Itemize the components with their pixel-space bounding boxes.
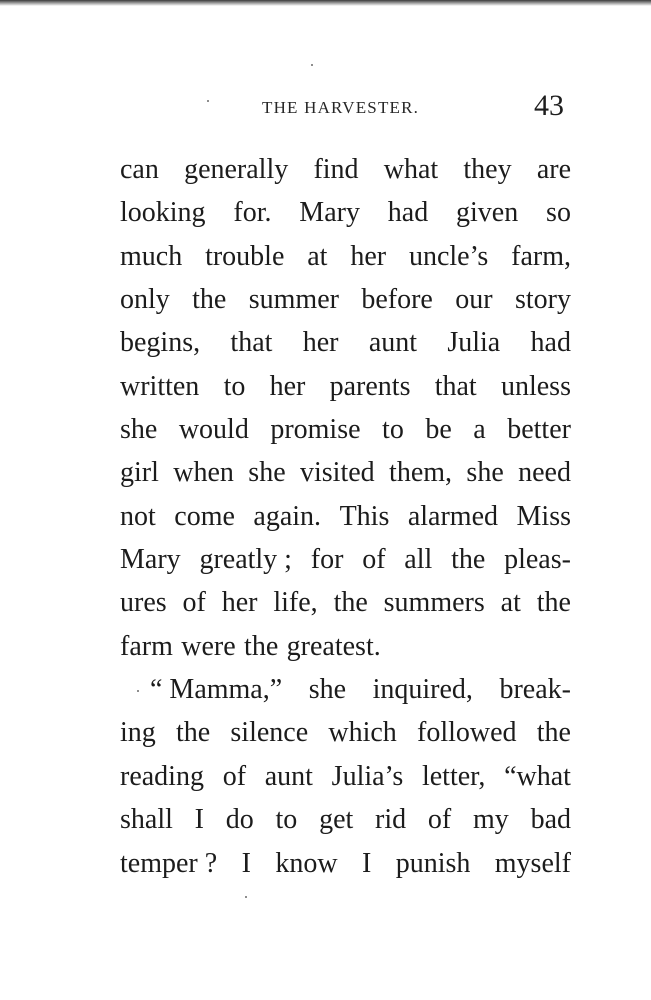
word: only	[120, 284, 170, 316]
word: at	[500, 587, 521, 619]
word: written	[120, 370, 200, 402]
word: inquired,	[372, 674, 473, 706]
word: Julia’s	[331, 760, 404, 792]
word: at	[307, 240, 328, 272]
word: do	[225, 804, 254, 836]
word: the	[451, 544, 486, 576]
word: aunt	[264, 760, 313, 792]
text-line	[120, 711, 571, 754]
word: ures	[120, 587, 167, 619]
word: all	[404, 544, 433, 576]
running-title: THE HARVESTER.	[262, 98, 420, 117]
word: again.	[253, 500, 322, 532]
word: Mary	[120, 544, 181, 576]
word: summers	[383, 587, 485, 619]
word: she	[466, 457, 504, 489]
word: be	[425, 414, 452, 446]
word: can	[120, 154, 159, 185]
word: find	[313, 154, 359, 185]
word: she	[120, 414, 158, 446]
text-line	[120, 495, 571, 538]
word: to	[382, 414, 404, 446]
word: rid	[375, 804, 407, 836]
word: need	[518, 457, 571, 489]
word: not	[120, 500, 156, 532]
print-speck	[137, 690, 139, 692]
word: are	[536, 154, 571, 185]
word: I	[361, 847, 372, 879]
word: of	[427, 804, 452, 836]
word: Julia	[447, 327, 501, 359]
text-line	[120, 321, 571, 364]
word: them,	[389, 457, 453, 489]
word: her	[221, 587, 258, 619]
word: she	[248, 457, 286, 489]
word: her	[350, 240, 387, 272]
word: my	[473, 804, 509, 836]
word: looking	[120, 197, 206, 229]
text-line	[120, 191, 571, 234]
word: story	[514, 284, 571, 316]
word: they	[463, 154, 512, 185]
word: of	[222, 760, 247, 792]
word: of	[362, 544, 386, 576]
word: the	[536, 717, 571, 749]
word: were	[181, 630, 236, 662]
word: This	[339, 500, 390, 532]
word: much	[120, 240, 183, 272]
word: temper ?	[120, 847, 218, 879]
word: farm,	[511, 240, 571, 272]
word: pleas-	[504, 544, 571, 576]
word: her	[302, 327, 339, 359]
word: visited	[300, 457, 375, 489]
word: letter,	[421, 760, 486, 792]
word: followed	[417, 717, 517, 749]
word: would	[178, 414, 249, 446]
page-header	[0, 0, 651, 130]
text-line	[120, 148, 571, 191]
text-line	[120, 538, 571, 581]
word: I	[241, 847, 251, 879]
word: farm	[120, 630, 173, 662]
text-line	[120, 451, 571, 494]
word: reading	[120, 760, 204, 792]
text-line	[120, 365, 571, 408]
print-speck	[311, 64, 313, 66]
word: aunt	[368, 327, 418, 359]
text-line	[120, 408, 571, 451]
word: to	[275, 804, 298, 836]
word: the	[536, 587, 571, 619]
text-line	[120, 798, 571, 841]
word: break-	[499, 674, 571, 706]
word: the	[333, 587, 368, 619]
word: she	[308, 674, 347, 706]
word: of	[182, 587, 206, 619]
word: summer	[248, 284, 339, 316]
word: that	[230, 327, 273, 359]
word: had	[530, 327, 571, 359]
text-line	[120, 842, 571, 885]
word: what	[383, 154, 439, 185]
word: her	[269, 370, 306, 402]
text-line	[120, 581, 571, 624]
print-speck	[207, 100, 209, 102]
word: so	[546, 197, 571, 229]
word: myself	[494, 847, 571, 879]
word: generally	[184, 154, 289, 185]
word: greatly ;	[199, 544, 292, 576]
word: when	[173, 457, 234, 489]
word: silence	[230, 717, 309, 749]
word: parents	[329, 370, 411, 402]
word: the	[244, 630, 279, 662]
word: I	[194, 804, 204, 836]
body-text	[120, 148, 571, 885]
word: get	[319, 804, 354, 836]
word: Mary	[299, 197, 360, 229]
word: for.	[233, 197, 272, 229]
text-line	[120, 625, 571, 668]
print-speck	[245, 896, 247, 898]
page-number: 43	[534, 89, 564, 122]
word: alarmed	[407, 500, 499, 532]
word: that	[434, 370, 477, 402]
word: our	[455, 284, 493, 316]
text-line	[120, 278, 571, 321]
word: know	[275, 847, 338, 879]
word: the	[192, 284, 227, 316]
word: ing	[120, 717, 156, 749]
word: to	[223, 370, 246, 402]
word: greatest.	[286, 630, 381, 662]
word: for	[310, 544, 344, 576]
word: life,	[273, 587, 318, 619]
word: promise	[270, 414, 361, 446]
word: shall	[120, 804, 173, 836]
word: begins,	[120, 327, 201, 359]
word: uncle’s	[408, 240, 489, 272]
text-line	[120, 755, 571, 798]
text-line	[120, 235, 571, 278]
word: which	[328, 717, 397, 749]
word: “ Mamma,”	[150, 674, 283, 706]
word: before	[361, 284, 433, 316]
word: better	[507, 414, 571, 446]
word: the	[175, 717, 211, 749]
word: “what	[504, 760, 571, 792]
word: trouble	[205, 240, 285, 272]
word: girl	[120, 457, 159, 489]
word: had	[387, 197, 429, 229]
word: unless	[500, 370, 571, 402]
word: punish	[395, 847, 471, 879]
word: Miss	[516, 500, 571, 532]
word: bad	[530, 804, 571, 836]
word: come	[174, 500, 235, 532]
word: a	[473, 414, 486, 446]
text-line	[120, 668, 571, 711]
word: given	[456, 197, 519, 229]
